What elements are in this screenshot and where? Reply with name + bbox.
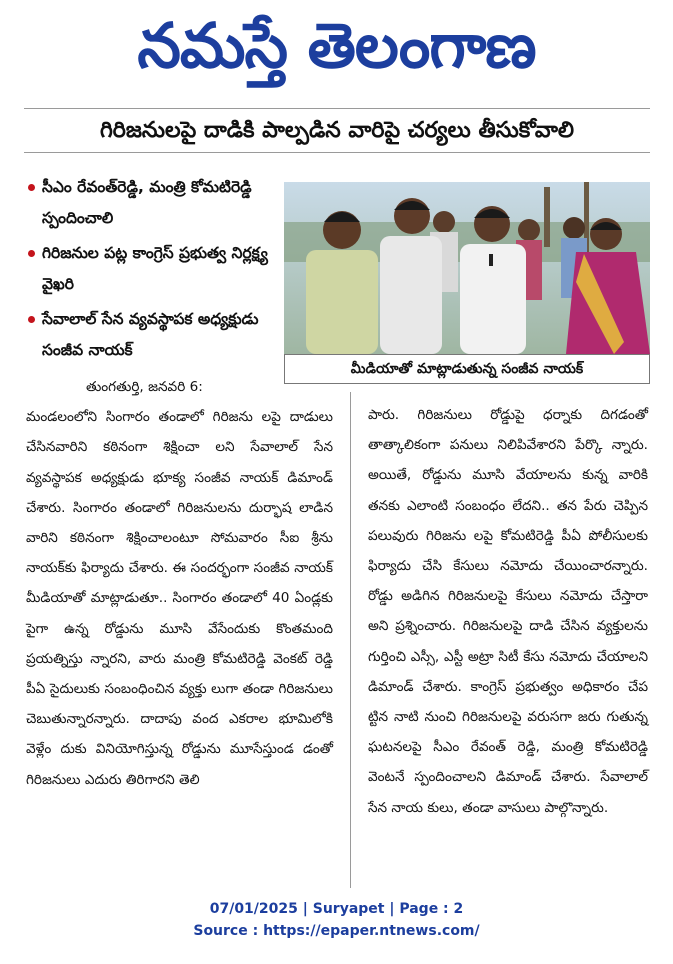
footer-source-link[interactable]: Source : https://epaper.ntnews.com/ bbox=[193, 923, 480, 939]
news-photo bbox=[284, 182, 650, 354]
people-photo-illustration bbox=[284, 182, 650, 354]
highlight-text: గిరిజనుల పట్ల కాంగ్రెస్ ప్రభుత్వ నిర్లక్ష్య వైఖరి bbox=[42, 244, 268, 293]
photo-caption: మీడియాతో మాట్లాడుతున్న సంజీవ నాయక్ bbox=[284, 354, 650, 384]
article-column-left bbox=[26, 372, 333, 795]
bullet-dot-icon bbox=[28, 250, 35, 257]
article-dateline: తుంగతుర్తి, జనవరి 6: bbox=[86, 379, 203, 395]
article-body-left: మండలంలోని సింగారం తండాలో గిరిజను లపై దాడులు చేసినవారిని కఠినంగా శిక్షించా లని సేవాలాల్ సేన వ్యవస్థాపక అధ్యక్షుడు భూక్య సంజీవ నాయక్ డిమాండ్ చేశారు. సింగారం తండాలో గిరిజనులను దుర్భాష లాడిన వారిని కఠినంగా శిక్షించాలంటూ సోమవారం సీఐ శ్రీను నాయక్‌కు ఫిర్యాదు చేశారు. ఈ సందర్భంగా సంజీవ నాయక్ మీడియాతో మాట్లాడుతూ.. సింగారం తండాలో 40 ఏండ్లకు పైగా ఉన్న రోడ్డును మూసి వేసేందుకు కొంతమంది ప్రయత్నిస్తు న్నారని, వారు మంత్రి కోమటిరెడ్డి వెంకట్ రెడ్డి పీఏ సైదులుకు సంబంధించిన వ్యక్తు లుగా తండా గిరిజనులు చెబుతున్నారన్నారు. దాదాపు వంద ఎకరాల భూమిలోకి వెళ్లేం దుకు వినియోగిస్తున్న రోడ్డును మూసేస్తుండ డంతో గిరిజనులు ఎదురు తిరిగారని తెలి bbox=[26, 409, 333, 788]
highlight-item bbox=[28, 304, 278, 366]
highlight-text: సేవాలాల్ సేన వ్యవస్థాపక అధ్యక్షుడు సంజీవ నాయక్ bbox=[42, 310, 259, 359]
bullet-dot-icon bbox=[28, 316, 35, 323]
headline-bottom-rule bbox=[24, 152, 650, 153]
article-headline: గిరిజనులపై దాడికి పాల్పడిన వారిపై చర్యలు తీసుకోవాలి bbox=[99, 118, 575, 143]
bullet-dot-icon bbox=[28, 184, 35, 191]
highlight-text: సీఎం రేవంత్‌రెడ్డి, మంత్రి కోమటిరెడ్డి స్పందించాలి bbox=[42, 178, 252, 227]
article-column-right bbox=[368, 400, 648, 823]
page-footer bbox=[0, 898, 673, 942]
newspaper-logo: నమస్తే తెలంగాణ bbox=[137, 9, 536, 82]
article-body-right: పారు. గిరిజనులు రోడ్డుపై ధర్నాకు దిగడంతో తాత్కాలికంగా పనులు నిలిపివేశారని పేర్కొ న్నారు. అయితే, రోడ్డును మూసి వేయాలను కున్న వారికి తనకు ఎలాంటి సంబంధం లేదని.. తన పేరు చెప్పిన పలువురు గిరిజను లపై కోమటిరెడ్డి పీఏ పోలీసులకు ఫిర్యాదు చేసి కేసులు నమోదు చేయించారన్నారు. రోడ్డు అడిగిన గిరిజనులపై కేసులు నమోదు చేస్తారా అని ప్రశ్నించారు. గిరిజనులపై దాడి చేసిన వ్యక్తులను గుర్తించి ఎస్సీ, ఎస్టీ అట్రా సిటీ కేసు నమోదు చేయాలని డిమాండ్ చేశారు. కాంగ్రెస్ ప్రభుత్వం అధికారం చేప ట్టిన నాటి నుంచి గిరిజనులపై వరుసగా జరు గుతున్న ఘటనలపై సీఎం రేవంత్ రెడ్డి, మంత్రి కోమటిరెడ్డి వెంటనే స్పందించాలని డిమాండ్ చేశారు. సేవాలాల్ సేన నాయ కులు, తండా వాసులు పాల్గొన్నారు. bbox=[368, 407, 648, 816]
highlights-list bbox=[28, 172, 278, 370]
footer-date-page: 07/01/2025 | Suryapet | Page : 2 bbox=[209, 901, 464, 917]
highlight-item bbox=[28, 238, 278, 300]
masthead bbox=[0, 0, 673, 96]
highlight-item bbox=[28, 172, 278, 234]
headline-top-rule bbox=[24, 108, 650, 109]
column-divider bbox=[350, 392, 351, 888]
